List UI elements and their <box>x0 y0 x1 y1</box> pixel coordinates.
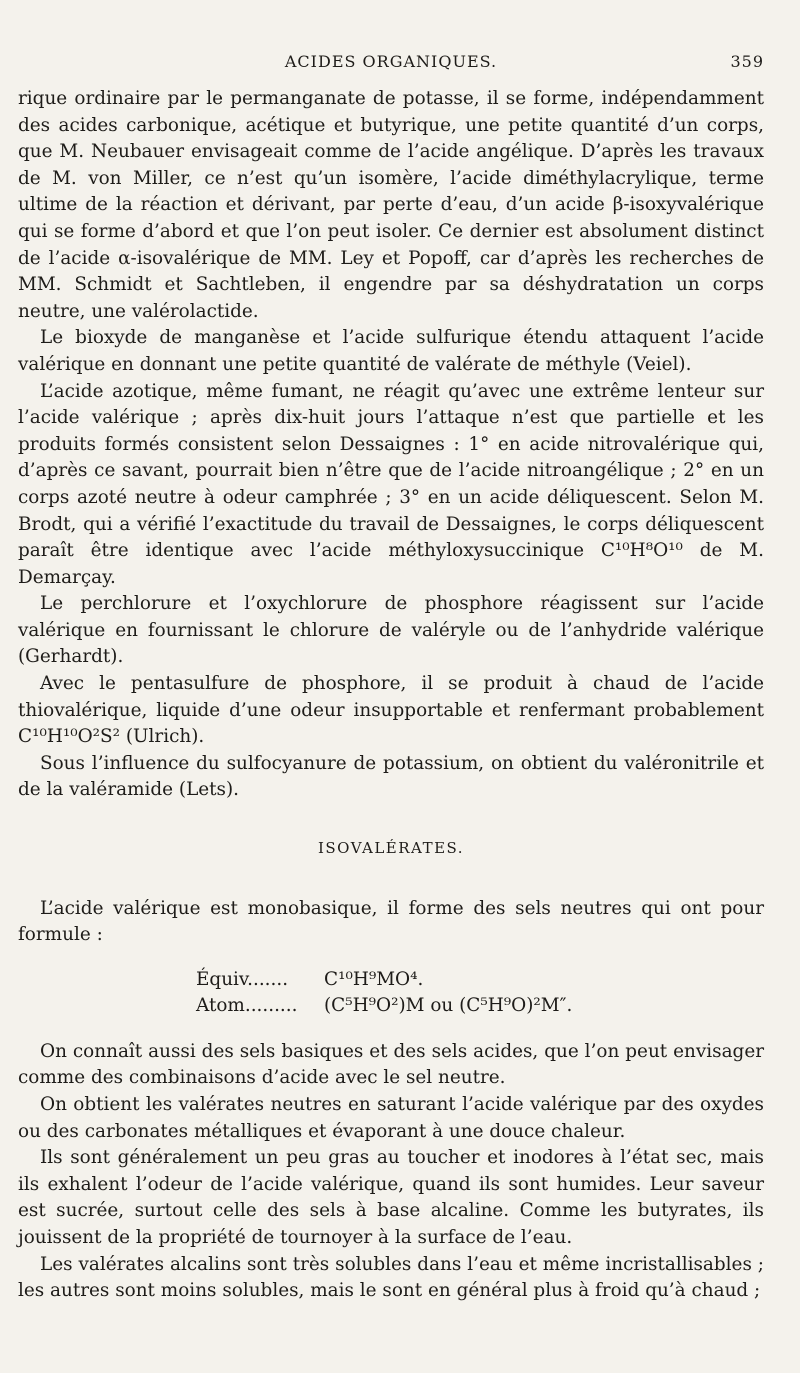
paragraph: Les valérates alcalins sont très solubles dans l’eau et même incristallisables ; les autres sont moins solubles, mais le sont en général plus à froid qu’à chaud ; <box>18 1253 764 1302</box>
formula-block <box>196 967 764 1019</box>
paragraph: Sous l’influence du sulfocyanure de potassium, on obtient du valéronitrile et de la valéramide (Lets). <box>18 752 764 801</box>
body-text <box>18 86 764 1305</box>
formula-label: Atom......... <box>196 994 298 1016</box>
running-title: ACIDES ORGANIQUES. <box>284 52 498 71</box>
formula-row-equiv <box>196 967 764 993</box>
formula-value: C¹⁰H⁹MO⁴. <box>324 968 424 990</box>
paragraph: rique ordinaire par le permanganate de potasse, il se forme, indépendamment des acides carbonique, acétique et butyrique, une petite quantité d’un corps, que M. Neubauer envisageait comme de l’acide angélique. D’après les travaux de M. von Miller, ce n’est qu’un isomère, l’acide diméthylacrylique, terme ultime de la réaction et dérivant, par perte d’eau, d’un acide β-isoxyvalérique qui se forme d’abord et que l’on peut isoler. Ce dernier est absolument distinct de l’acide α-isovalérique de MM. Ley et Popoff, car d’après les recherches de MM. Schmidt et Sachtleben, il engendre par sa déshydratation un corps neutre, une valérolactide. <box>18 88 764 322</box>
paragraph: On obtient les valérates neutres en saturant l’acide valérique par des oxydes ou des carbonates métalliques et évaporant à une douce chaleur. <box>18 1094 764 1142</box>
formula-row-atom <box>196 993 764 1019</box>
paragraph: Avec le pentasulfure de phosphore, il se produit à chaud de l’acide thiovalérique, liquide d’une odeur insupportable et renfermant probablement C¹⁰H¹⁰O²S² (Ulrich). <box>18 673 764 748</box>
paragraph: Ils sont généralement un peu gras au toucher et inodores à l’état sec, mais ils exhalent l’odeur de l’acide valérique, quand ils sont humides. Leur saveur est sucrée, surtout celle des sels à base alcaline. Comme les butyrates, ils jouissent de la propriété de tournoyer à la surface de l’eau. <box>18 1147 764 1248</box>
section-heading: ISOVALÉRATES. <box>317 839 465 858</box>
paragraph: L’acide valérique est monobasique, il forme des sels neutres qui ont pour formule : <box>18 897 764 946</box>
running-header <box>18 52 764 80</box>
paragraph: L’acide azotique, même fumant, ne réagit qu’avec une extrême lenteur sur l’acide valérique ; après dix-huit jours l’attaque n’est que partielle et les produits formés consistent selon Dessaignes : 1° en acide nitrovalérique qui, d’après ce savant, pourrait bien n’être que de l’acide nitroangélique ; 2° en un corps azoté neutre à odeur camphrée ; 3° en un acide déliquescent. Selon M. Brodt, qui a vérifié l’exactitude du travail de Dessaignes, le corps déliquescent paraît être identique avec l’acide méthyloxysuccinique C¹⁰H⁸O¹⁰ de M. Demarçay. <box>18 380 764 588</box>
paragraph: Le bioxyde de manganèse et l’acide sulfurique étendu attaquent l’acide valérique en donnant une petite quantité de valérate de méthyle (Veiel). <box>18 327 764 375</box>
formula-label: Équiv....... <box>196 968 289 990</box>
formula-value: (C⁵H⁹O²)M ou (C⁵H⁹O)²M″. <box>324 994 573 1016</box>
paragraph: Le perchlorure et l’oxychlorure de phosphore réagissent sur l’acide valérique en fournissant le chlorure de valéryle ou de l’anhydride valérique (Gerhardt). <box>18 593 764 668</box>
paragraph: On connaît aussi des sels basiques et des sels acides, que l’on peut envisager comme des combinaisons d’acide avec le sel neutre. <box>18 1040 764 1089</box>
page-number: 359 <box>730 52 764 71</box>
